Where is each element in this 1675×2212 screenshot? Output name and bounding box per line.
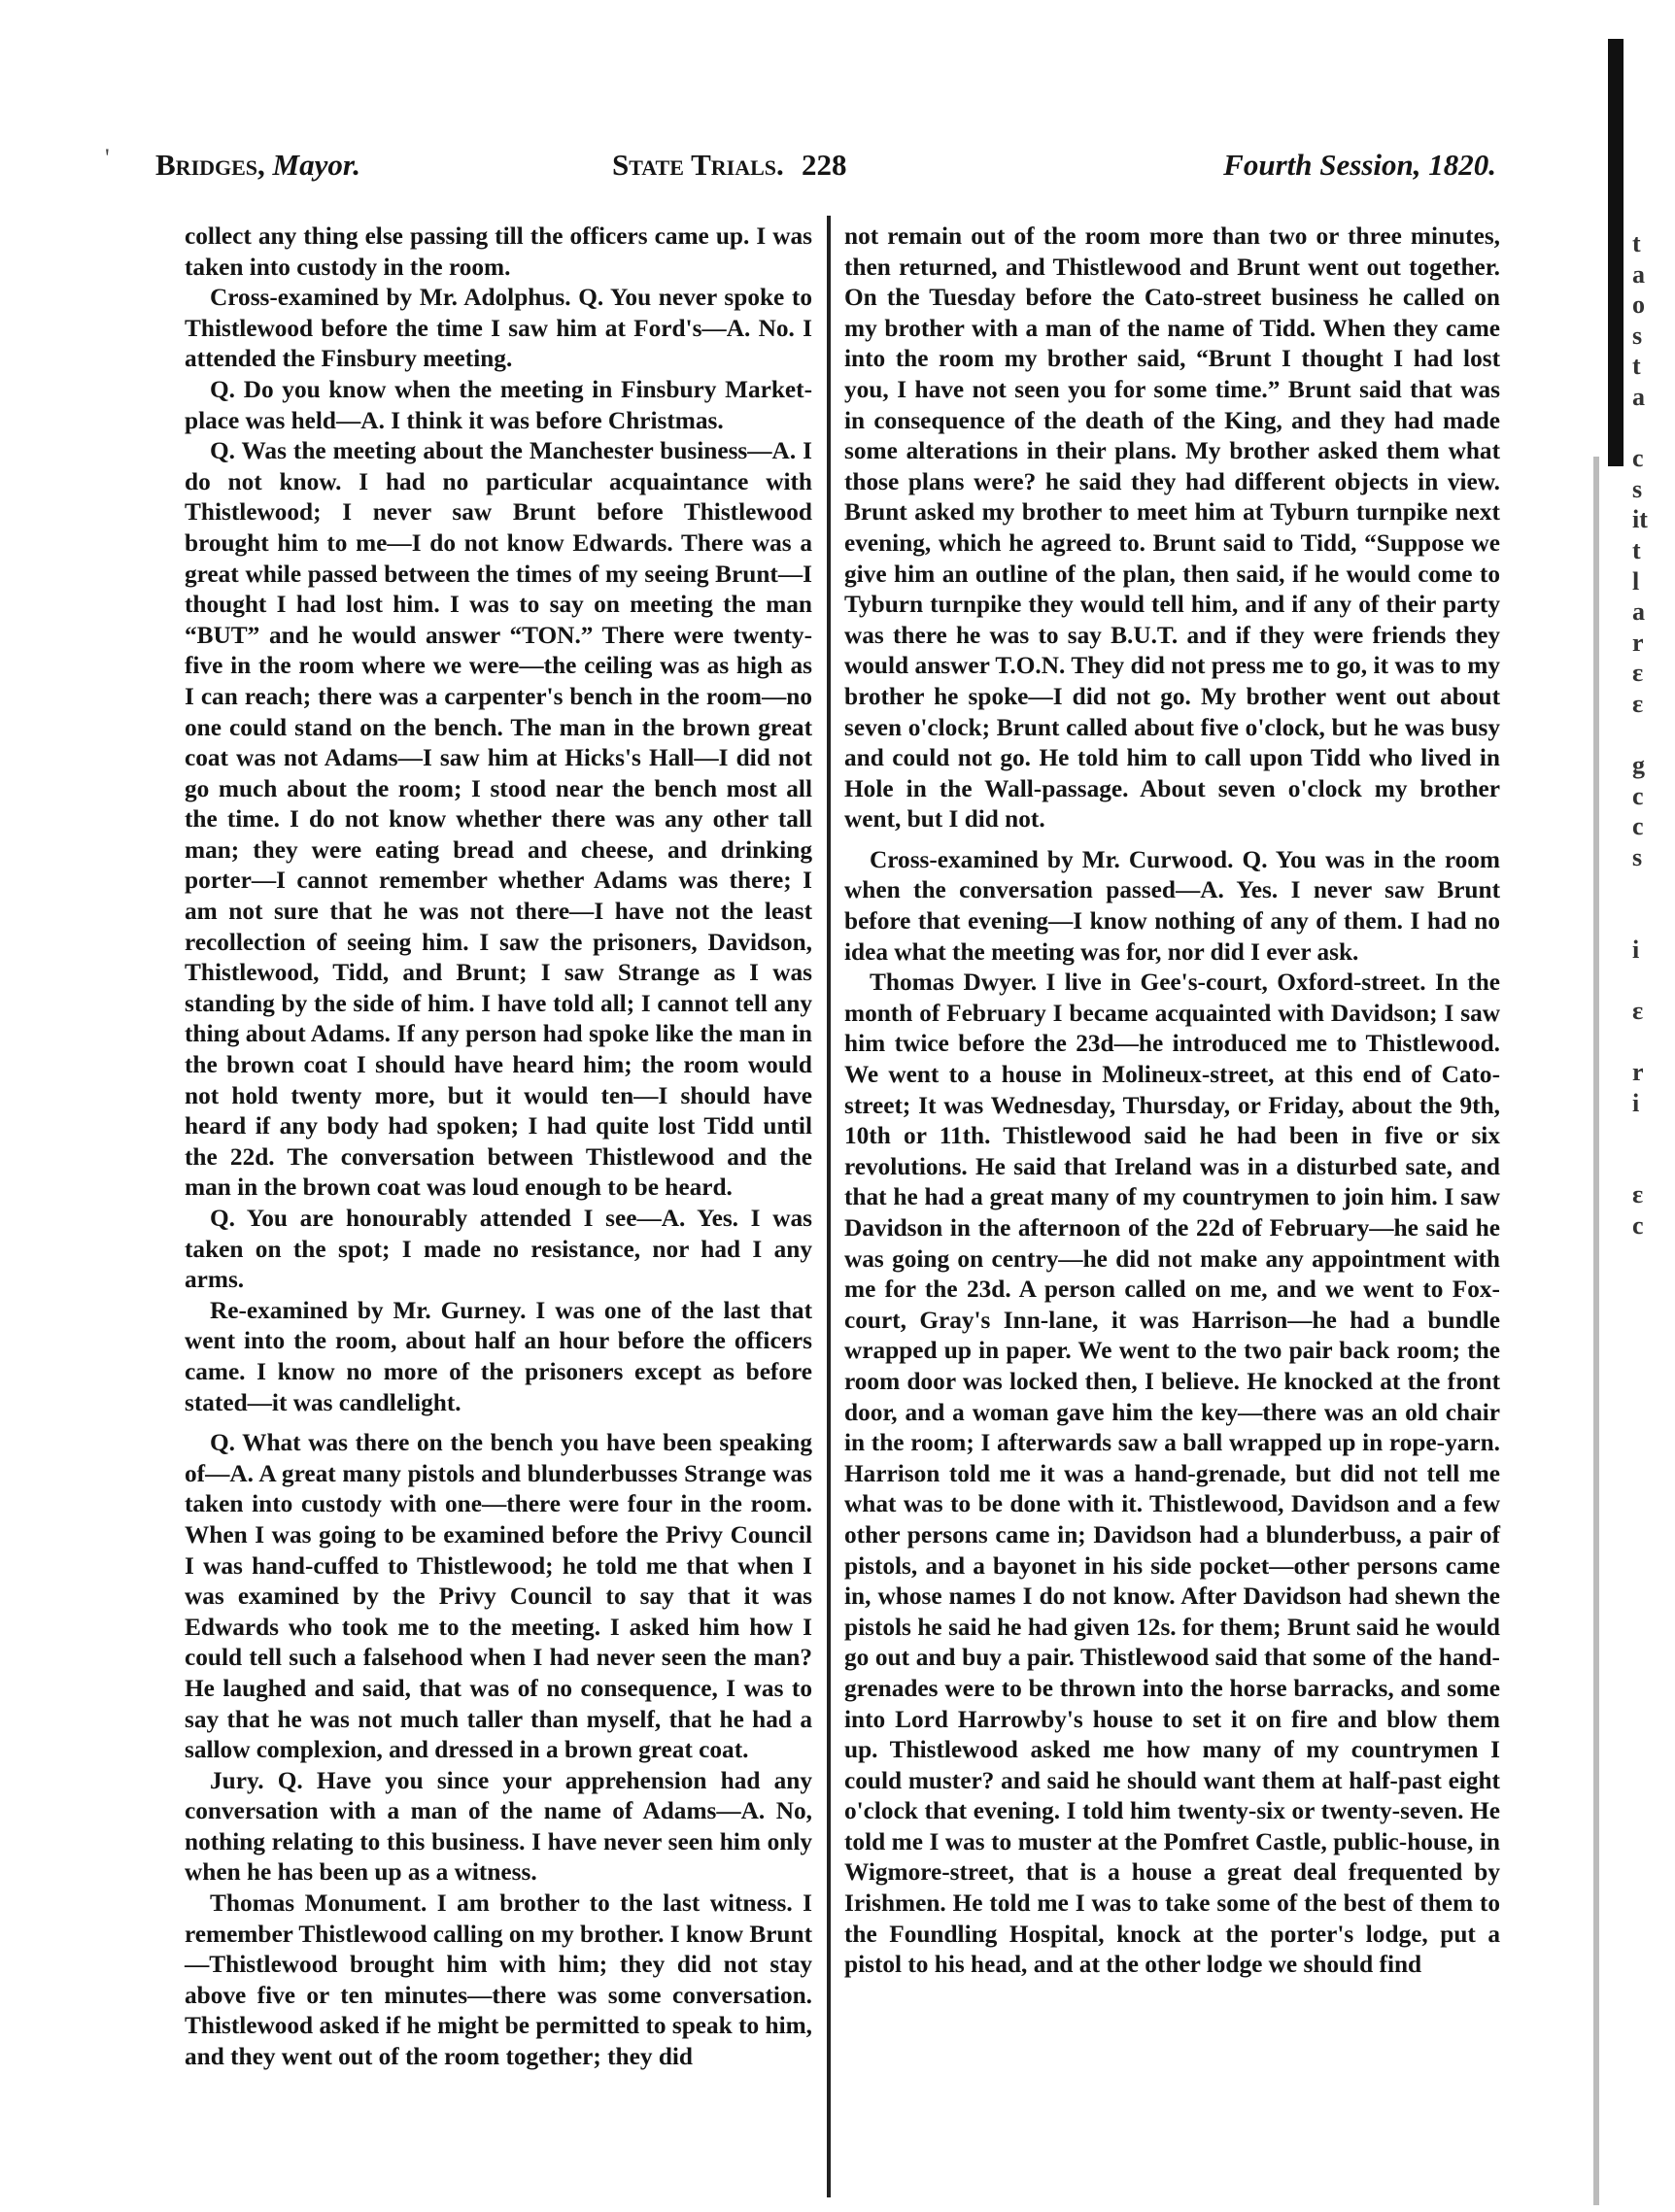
paragraph: Thomas Dwyer. I live in Gee's-court, Oxford-street. In the month of February I became acquainted with Davidson; I saw him twice before the 23d—he introduced me to Thistlewood. We went to a house in Molineux-street, at this end of Cato-street; It was Wednesday, Thursday, or Friday, about the 9th, 10th or 11th. Thistlewood said he had been in five or six revolutions. He said that Ireland was in a disturbed sate, and that he had a great many of my countrymen to join him. I saw Davidson in the afternoon of the 22d of February—he said he was going on centry—he did not make any appointment with me for the 23d. A person called on me, and we went to Fox-court, Gray's Inn-lane, it was Harrison—he had a bundle wrapped up in paper. We went to the two pair back room; the room door was locked then, I believe. He knocked at the front door, and a woman gave him the key—there was an old chair in the room; I afterwards saw a ball wrapped up in rope-yarn. Harrison told me it was a hand-grenade, but did not tell me what was to be done with it. Thistlewood, Davidson and a few other persons came in; Davidson had a blunderbuss, a pair of pistols, and a bayonet in his side pocket—other persons came in, whose names I do not know. After Davidson had shewn the pistols he said he had given 12s. for them; Brunt said he would go out and buy a pair. Thistlewood said that some of the hand-grenades were to be thrown into the horse barracks, and some into Lord Harrowby's house to set it on fire and blow them up. Thistlewood asked me how many of my countrymen I could muster? and said he should want them at half-past eight o'clock that evening. I told him twenty-six or twenty-seven. He told me I was to muster at the Pomfret Castle, public-house, in Wigmore-street, that is a house a great deal frequented by Irishmen. He told me I was to take some of the best of them to the Foundling Hospital, knock at the porter's lodge, put a pistol to his head, and at the other lodge we should find	[844, 969, 1500, 1979]
edge-letter: a	[1632, 259, 1645, 289]
right-column	[844, 221, 1500, 1981]
edge-letter	[1632, 872, 1661, 903]
edge-letter: s	[1632, 321, 1643, 350]
edge-letter: i	[1632, 1088, 1640, 1117]
header-left	[155, 148, 360, 183]
edge-letter: g	[1632, 751, 1645, 780]
paragraph: Q. What was there on the bench you have been speaking of—A. A great many pistols and blunderbusses Strange was taken into custody with one—there were four in the room. When I was going to be examined before the Privy Council I was hand-cuffed to Thistlewood; he told me that when I was examined by the Privy Council to say that it was Edwards who took me to the meeting. I asked him how I could tell such a falsehood when I had never seen the man? He laughed and said, that was of no consequence, I was to say that he was not much taller than myself, that he had a sallow complexion, and dressed in a brown great coat.	[185, 1429, 812, 1764]
header-center: State Trials.	[612, 148, 784, 182]
edge-letter: a	[1632, 382, 1645, 411]
paragraph: collect any thing else passing till the officers came up. I was taken into custody in the room.	[185, 222, 812, 281]
edge-letter: t	[1632, 352, 1641, 381]
paragraph: not remain out of the room more than two or three minutes, then returned, and Thistlewood and Brunt went out together. On the Tuesday before the Cato-street business he called on my brother with a man of the name of Tidd. When they came into the room my brother said, “Brunt I thought I had lost you, I have not seen you for some time.” Brunt said that was in consequence of the death of the King, and they had made some alterations in their plans. My brother asked them what those plans were? he said they had different objects in view. Brunt asked my brother to meet him at Tyburn turnpike next evening, which he agreed to. Brunt said to Tidd, “Suppose we give him an outline of the plan, then said, if he would come to Tyburn turnpike they would tell him, and if any of their party was there he was to say B.U.T. and if they were friends they would answer T.O.N. They did not press me to go, it was to my brother he spoke—I did not go. My brother went out about seven o'clock; Brunt called about five o'clock, but he was busy and could not go. He told him to call upon Tidd who lived in Hole in the Wall-passage. About seven o'clock my brother went, but I did not.	[844, 222, 1500, 834]
column-divider	[827, 216, 831, 2197]
edge-letter: o	[1632, 290, 1645, 320]
margin-mark: '	[105, 144, 110, 172]
paragraph: Cross-examined by Mr. Curwood. Q. You was in the room when the conversation passed—A. Yes. I never saw Brunt before that evening—I know nothing of any of them. I had no idea what the meeting was for, nor did I ever ask.	[844, 845, 1500, 966]
header-right: Fourth Session, 1820.	[1223, 148, 1496, 182]
edge-letter: l	[1632, 566, 1640, 596]
edge-letter: ɛ	[1632, 689, 1644, 718]
edge-letter: c	[1632, 812, 1644, 841]
page-number: 228	[802, 148, 847, 182]
edge-letter: c	[1632, 781, 1644, 810]
edge-letter: a	[1632, 597, 1645, 627]
paragraph: Q. You are honourably attended I see—A. Yes. I was taken on the spot; I made no resistance, nor had I any arms.	[185, 1205, 812, 1294]
edge-letter	[1632, 1118, 1661, 1149]
edge-letter: ɛ	[1632, 659, 1644, 688]
edge-letter: t	[1632, 535, 1641, 564]
paragraph: Re-examined by Mr. Gurney. I was one of the last that went into the room, about half an hour before the officers came. I know no more of the prisoners except as before stated—it was candlelight.	[185, 1296, 812, 1416]
running-header	[155, 148, 1496, 196]
edge-letter: it	[1632, 505, 1648, 534]
edge-letter: ɛ	[1632, 996, 1644, 1025]
adjacent-page-edge	[1632, 228, 1661, 1242]
edge-letter: c	[1632, 1211, 1644, 1240]
binding-shadow	[1593, 457, 1599, 2205]
binding-edge	[1608, 39, 1624, 466]
edge-letter: s	[1632, 842, 1643, 871]
edge-letter	[1632, 413, 1661, 444]
paragraph: Jury. Q. Have you since your apprehension had any conversation with a man of the name of Adams—A. No, nothing relating to this business. I have never seen him only when he has been up as a witness.	[185, 1766, 812, 1887]
left-column	[185, 221, 812, 2073]
edge-letter: r	[1632, 628, 1644, 657]
paragraph: Q. Was the meeting about the Manchester business—A. I do not know. I had no particular acquaintance with Thistlewood; I never saw Brunt before Thistlewood brought him to me—I do not know Edwards. There was a great while passed between the times of my seeing Brunt—I thought I had lost him. I was to say on meeting the man “BUT” and he would answer “TON.” There were twenty-five in the room where we were—the ceiling was as high as I can reach; there was a carpenter's bench in the room—no one could stand on the bench. The man in the brown great coat was not Adams—I saw him at Hicks's Hall—I did not go much about the room; I stood near the bench most all the time. I do not know whether there was any other tall man; they were eating bread and cheese, and drinking porter—I cannot remember whether Adams was there; I am not sure that he was not there—I have not the least recollection of seeing him. I saw the prisoners, Davidson, Thistlewood, Tidd, and Brunt; I saw Strange as I was standing by the side of him. I have told all; I cannot tell any thing about Adams. If any person had spoke like the man in the brown coat I should have heard him; the room would not hold twenty more, but it would ten—I should have heard if any body had spoken; I had quite lost Tidd until the 22d. The conversation between Thistlewood and the man in the brown coat was loud enough to be heard.	[185, 437, 812, 1202]
edge-letter	[1632, 965, 1661, 996]
header-left-name: Bridges,	[155, 148, 265, 182]
edge-letter: r	[1632, 1058, 1644, 1087]
paragraph: Thomas Monument. I am brother to the last witness. I remember Thistlewood calling on my brother. I know Brunt—Thistlewood brought him with him; they did not stay above five or ten minutes—there was some conversation. Thistlewood asked if he might be permitted to speak to him, and they went out of the room together; they did	[185, 1889, 812, 2071]
paragraph: Q. Do you know when the meeting in Finsbury Market-place was held—A. I think it was before Christmas.	[185, 375, 812, 434]
edge-letter: t	[1632, 229, 1641, 257]
header-left-role: Mayor.	[272, 148, 360, 182]
edge-letter	[1632, 1026, 1661, 1057]
edge-letter: s	[1632, 474, 1643, 503]
edge-letter: ɛ	[1632, 1180, 1644, 1209]
edge-letter: c	[1632, 444, 1644, 473]
edge-letter: i	[1632, 935, 1640, 964]
edge-letter	[1632, 1149, 1661, 1180]
edge-letter	[1632, 720, 1661, 751]
paragraph: Cross-examined by Mr. Adolphus. Q. You never spoke to Thistlewood before the time I saw him at Ford's—A. No. I attended the Finsbury meeting.	[185, 284, 812, 373]
edge-letter	[1632, 903, 1661, 935]
